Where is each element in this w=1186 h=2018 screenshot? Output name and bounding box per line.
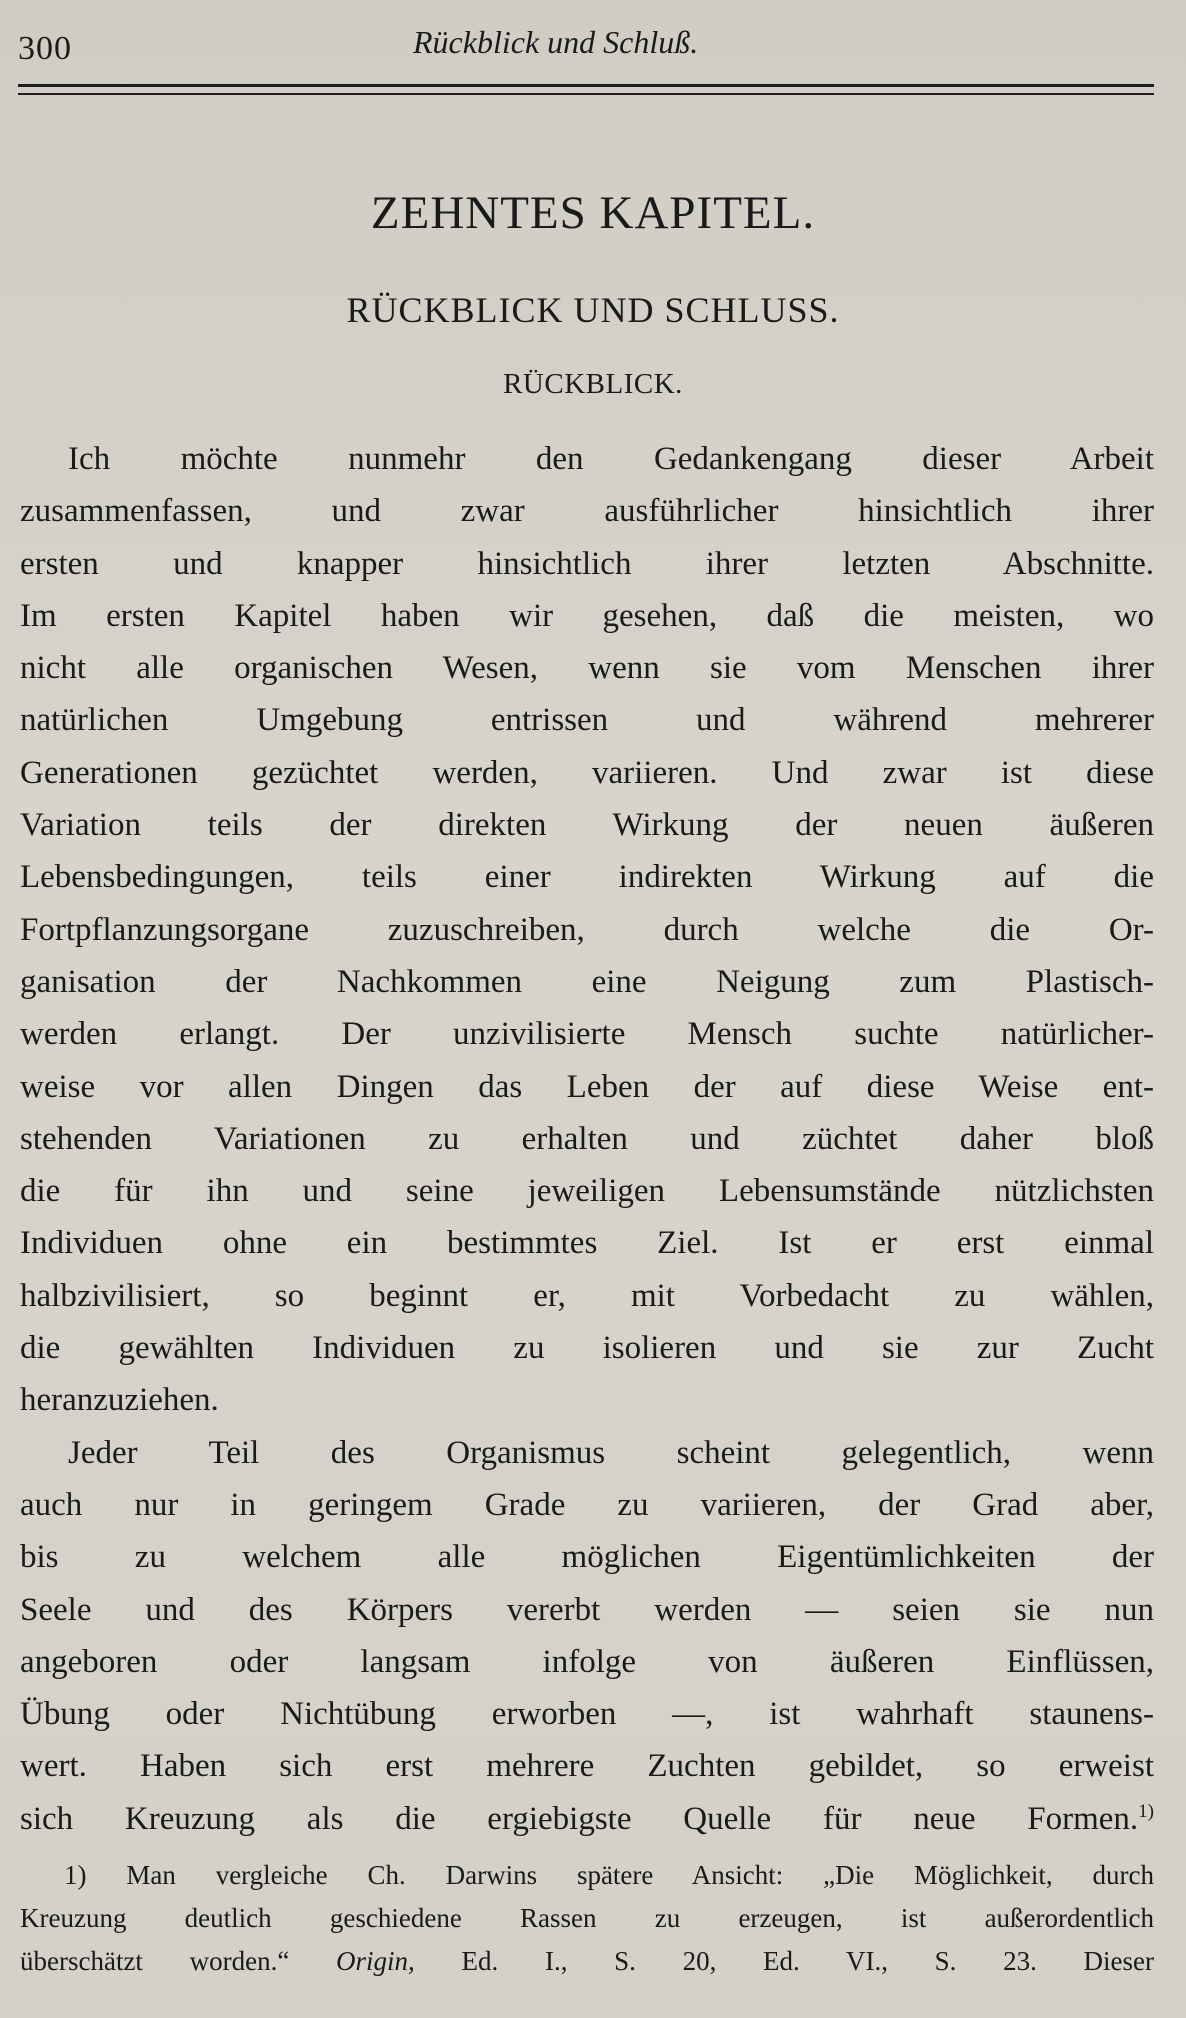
text-line: Seele und des Körpers vererbt werden — seien sie nun bbox=[20, 1591, 1154, 1628]
subsection-title: RÜCKBLICK. bbox=[503, 368, 683, 400]
header-double-rule bbox=[18, 84, 1154, 95]
running-title: Rückblick und Schluß. bbox=[413, 24, 699, 60]
text-line: Variation teils der direkten Wirkung der neuen äußeren bbox=[20, 807, 1154, 844]
section-title: RÜCKBLICK UND SCHLUSS. bbox=[346, 290, 840, 330]
body-text bbox=[20, 433, 1154, 1845]
text-line: die für ihn und seine jeweiligen Lebensumstände nützlichsten bbox=[20, 1173, 1154, 1210]
text-line: Übung oder Nichtübung erworben —, ist wahrhaft staunens- bbox=[20, 1696, 1154, 1733]
text-line: natürlichen Umgebung entrissen und während mehrerer bbox=[20, 702, 1154, 739]
text-line: Im ersten Kapitel haben wir gesehen, daß die meisten, wo bbox=[20, 597, 1154, 634]
footnotes bbox=[20, 1854, 1154, 1983]
footnote-line: Kreuzung deutlich geschiedene Rassen zu erzeugen, ist außerordentlich bbox=[20, 1903, 1154, 1933]
footnote-text: überschätzt worden.“ bbox=[20, 1946, 290, 1976]
footnote-citation-title: Origin, bbox=[336, 1946, 415, 1976]
text-line: Ich möchte nunmehr den Gedankengang dieser Arbeit bbox=[68, 441, 1154, 477]
text-line: werden erlangt. Der unzivilisierte Mensch suchte natürlicher- bbox=[20, 1016, 1154, 1053]
footnote-marker: 1) bbox=[1138, 1800, 1154, 1822]
text-line: zusammenfassen, und zwar ausführlicher hinsichtlich ihrer bbox=[20, 493, 1154, 530]
page-number: 300 bbox=[18, 30, 72, 67]
text-line: wert. Haben sich erst mehrere Zuchten gebildet, so erweist bbox=[20, 1748, 1154, 1785]
footnote-line: 1) Man vergleiche Ch. Darwins spätere Ansicht: „Die Möglichkeit, durch bbox=[64, 1860, 1154, 1890]
text-line: Fortpflanzungsorgane zuzuschreiben, durch welche die Or- bbox=[20, 911, 1154, 948]
text-line: auch nur in geringem Grade zu variieren, der Grad aber, bbox=[20, 1486, 1154, 1523]
text-line: bis zu welchem alle möglichen Eigentümlichkeiten der bbox=[20, 1539, 1154, 1576]
text-line: heranzuziehen. bbox=[20, 1382, 219, 1419]
footnote-line bbox=[20, 1940, 1154, 1983]
text-line: Jeder Teil des Organismus scheint gelegentlich, wenn bbox=[68, 1434, 1154, 1471]
text-line: angeboren oder langsam infolge von äußeren Einflüssen, bbox=[20, 1643, 1154, 1680]
text-line: ersten und knapper hinsichtlich ihrer letzten Abschnitte. bbox=[20, 545, 1154, 582]
text-line: weise vor allen Dingen das Leben der auf diese Weise ent- bbox=[20, 1068, 1154, 1105]
text-line: sich Kreuzung als die ergiebigste Quelle für neue Formen. bbox=[20, 1800, 1139, 1837]
text-line: ganisation der Nachkommen eine Neigung zum Plastisch- bbox=[20, 963, 1154, 1000]
text-line: stehenden Variationen zu erhalten und züchtet daher bloß bbox=[20, 1120, 1154, 1157]
chapter-title: ZEHNTES KAPITEL. bbox=[370, 187, 816, 239]
footnote-text: Ed. I., S. 20, Ed. VI., S. 23. Dieser bbox=[461, 1946, 1155, 1976]
text-line: nicht alle organischen Wesen, wenn sie vom Menschen ihrer bbox=[20, 650, 1154, 687]
text-line: Generationen gezüchtet werden, variieren. Und zwar ist diese bbox=[20, 754, 1154, 791]
text-line-with-footnote bbox=[20, 1793, 1154, 1845]
text-line: Individuen ohne ein bestimmtes Ziel. Ist er erst einmal bbox=[20, 1225, 1154, 1262]
text-line: halbzivilisiert, so beginnt er, mit Vorbedacht zu wählen, bbox=[20, 1277, 1154, 1314]
text-line: Lebensbedingungen, teils einer indirekten Wirkung auf die bbox=[20, 859, 1154, 896]
page-header bbox=[18, 22, 1154, 72]
text-line: die gewählten Individuen zu isolieren und sie zur Zucht bbox=[20, 1330, 1154, 1367]
